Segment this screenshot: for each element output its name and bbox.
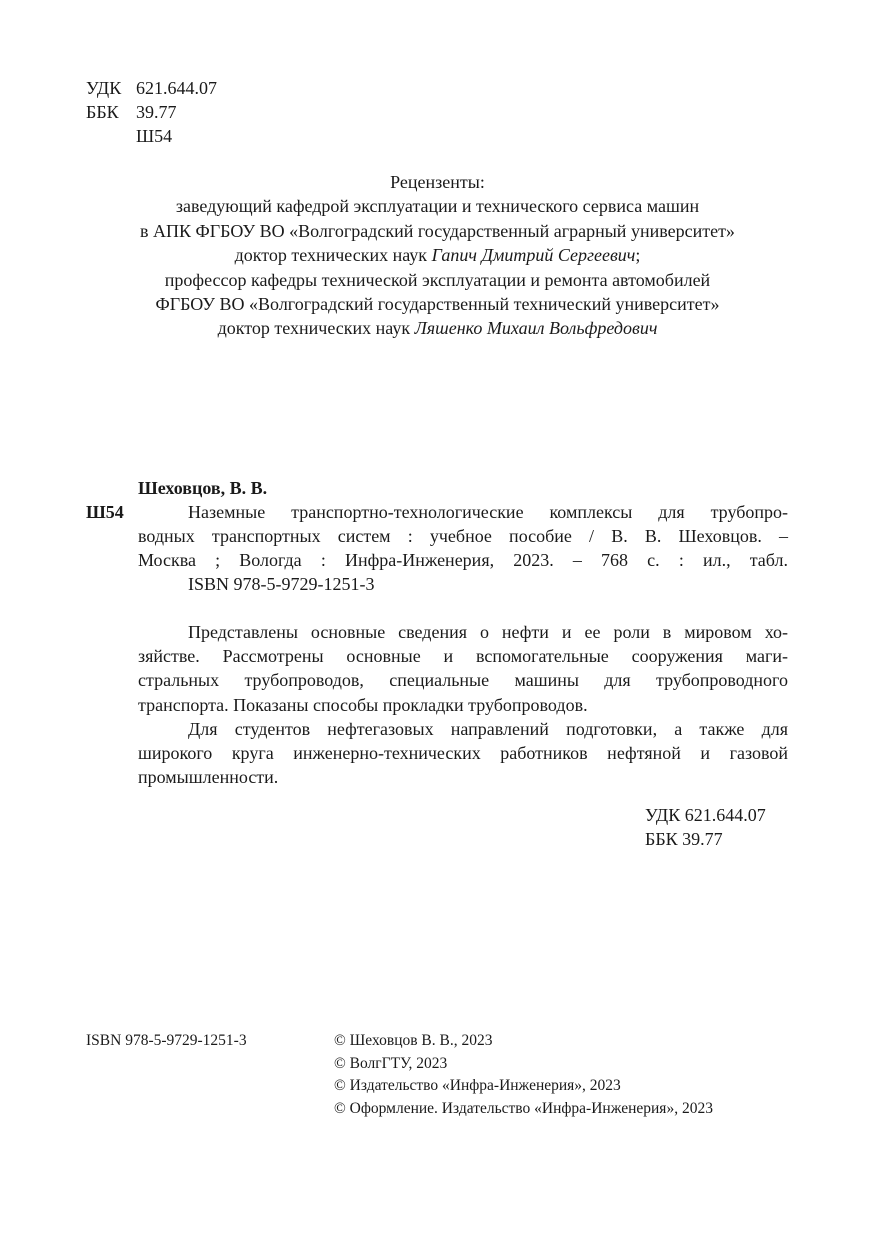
reviewer2-degree-line	[0, 316, 875, 340]
abstract-p1-line4: транспорта. Показаны способы прокладки трубопроводов.	[138, 694, 588, 715]
bbk-label: ББК	[86, 102, 119, 122]
copyright-publisher: © Издательство «Инфра-Инженерия», 2023	[334, 1077, 621, 1094]
reviewers-block	[0, 170, 875, 341]
index-right	[645, 803, 766, 851]
copyright-university: © ВолгГТУ, 2023	[334, 1054, 448, 1072]
abstract-p2-line2: широкого круга инженерно-технических работников нефтяной и газовой	[138, 743, 788, 764]
copyright-block	[334, 1030, 713, 1120]
bbk-row	[86, 100, 217, 124]
record-isbn: ISBN 978-5-9729-1251-3	[188, 574, 375, 594]
reviewer1-organization: в АПК ФГБОУ ВО «Волгоградский государственный аграрный университет»	[140, 220, 735, 241]
abstract-p1-line3: стральных трубопроводов, специальные машины для трубопроводного	[138, 670, 788, 691]
udk-value: 621.644.07	[136, 78, 217, 98]
index-right-udk: УДК 621.644.07	[645, 805, 766, 825]
abstract-p2-line3: промышленности.	[138, 767, 279, 788]
reviewer2-degree: доктор технических наук	[217, 318, 411, 339]
reviewers-heading: Рецензенты:	[390, 172, 485, 192]
classification-block	[86, 76, 217, 148]
record-line-3: Москва ; Вологда : Инфра-Инженерия, 2023. – 768 с. : ил., табл.	[138, 550, 788, 570]
reviewer2-position: профессор кафедры технической эксплуатации и ремонта автомобилей	[164, 269, 711, 290]
record-description	[138, 500, 788, 596]
abstract-p1-line1: Представлены основные сведения о нефти и ее роли в мировом хо-	[188, 622, 788, 642]
author-mark-row	[86, 124, 217, 148]
reviewer2-organization: ФГБОУ ВО «Волгоградский государственный технический университет»	[155, 294, 720, 315]
copyright-design: © Оформление. Издательство «Инфра-Инженерия», 2023	[334, 1099, 713, 1117]
record-line-1: Наземные транспортно-технологические комплексы для трубопро-	[188, 502, 788, 522]
author-mark: Ш54	[136, 126, 173, 146]
record-code: Ш54	[86, 502, 124, 522]
copyright-author: © Шеховцов В. В., 2023	[334, 1032, 493, 1049]
bbk-value: 39.77	[136, 102, 177, 122]
index-right-bbk: ББК 39.77	[645, 829, 723, 849]
reviewer1-degree-line	[0, 243, 875, 267]
udk-row	[86, 76, 217, 100]
reviewer1-position: заведующий кафедрой эксплуатации и технического сервиса машин	[175, 196, 700, 217]
abstract-p1-line2: зяйстве. Рассмотрены основные и вспомогательные сооружения маги-	[138, 646, 788, 667]
abstract	[138, 620, 788, 789]
udk-label: УДК	[86, 78, 122, 98]
abstract-p2-line1: Для студентов нефтегазовых направлений подготовки, а также для	[188, 718, 788, 739]
reviewer2-name: Ляшенко Михаил Вольфредович	[414, 318, 658, 339]
reviewer1-degree: доктор технических наук	[234, 245, 428, 266]
record-author: Шеховцов, В. В.	[138, 478, 268, 498]
reviewer1-end: ;	[635, 245, 641, 266]
footer-isbn: ISBN 978-5-9729-1251-3	[86, 1032, 247, 1049]
reviewer1-name: Гапич Дмитрий Сергеевич	[431, 245, 636, 266]
record-line-2: водных транспортных систем : учебное пособие / В. В. Шеховцов. –	[138, 526, 788, 546]
